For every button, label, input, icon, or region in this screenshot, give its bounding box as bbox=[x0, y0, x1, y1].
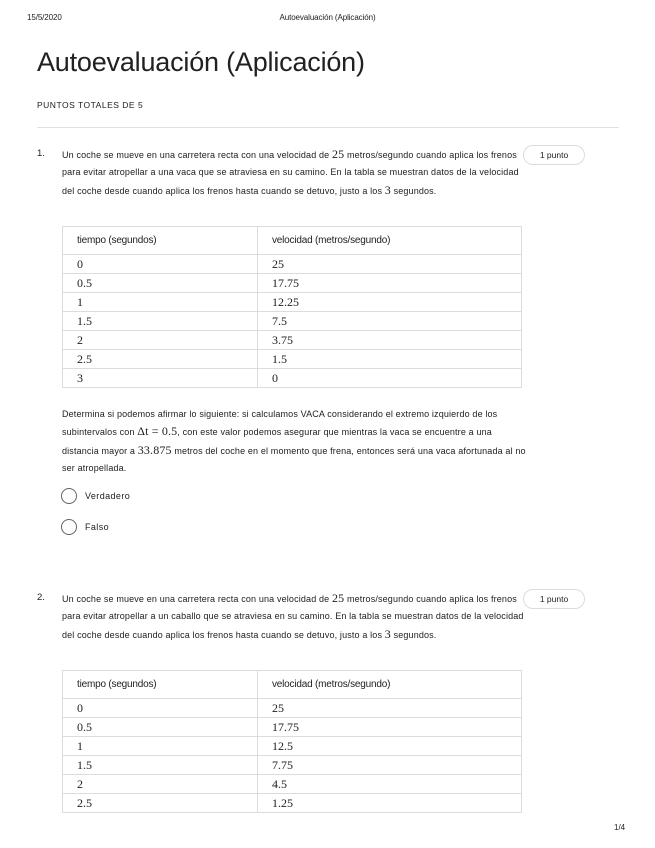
velocity-cell: 1.25 bbox=[258, 794, 522, 813]
radio-button[interactable] bbox=[61, 519, 77, 535]
question-number: 2. bbox=[37, 592, 45, 603]
table-row bbox=[63, 350, 522, 369]
table-row bbox=[63, 794, 522, 813]
velocity-cell: 3.75 bbox=[258, 331, 522, 350]
table-row bbox=[63, 775, 522, 794]
time-cell: 0.5 bbox=[63, 274, 258, 293]
time-cell: 2 bbox=[63, 331, 258, 350]
velocity-cell: 17.75 bbox=[258, 718, 522, 737]
option-falso[interactable] bbox=[61, 518, 109, 536]
time-cell: 0 bbox=[63, 699, 258, 718]
time-cell: 2.5 bbox=[63, 794, 258, 813]
table-header-velocity: velocidad (metros/segundo) bbox=[258, 227, 522, 255]
table-header-row bbox=[63, 671, 522, 699]
table-header-row bbox=[63, 227, 522, 255]
velocity-table bbox=[62, 670, 522, 813]
option-label: Verdadero bbox=[85, 491, 131, 501]
table-row bbox=[63, 293, 522, 312]
velocity-cell: 7.75 bbox=[258, 756, 522, 775]
option-verdadero[interactable] bbox=[61, 487, 130, 505]
velocity-table bbox=[62, 226, 522, 388]
velocity-cell: 25 bbox=[258, 699, 522, 718]
time-cell: 0.5 bbox=[63, 718, 258, 737]
header-divider bbox=[37, 127, 619, 128]
question-text: Un coche se mueve en una carretera recta con una velocidad de 25 metros/segundo cuando aplica los frenos para evitar atropellar a una vaca que se atraviesa en su camino. En la tabla se muestran datos de la velocidad del coche desde cuando aplica los frenos hasta cuando se detuvo, justo a los 3 segundos. bbox=[62, 147, 519, 197]
time-cell: 1 bbox=[63, 293, 258, 312]
table-row bbox=[63, 718, 522, 737]
page-number: 1/4 bbox=[614, 823, 626, 832]
velocity-cell: 12.5 bbox=[258, 737, 522, 756]
table-header-time: tiempo (segundos) bbox=[63, 671, 258, 699]
time-cell: 1 bbox=[63, 737, 258, 756]
velocity-cell: 12.25 bbox=[258, 293, 522, 312]
table-row bbox=[63, 699, 522, 718]
table-row bbox=[63, 756, 522, 775]
points-badge: 1 punto bbox=[523, 589, 585, 609]
table-row bbox=[63, 274, 522, 293]
print-date: 15/5/2020 bbox=[27, 13, 62, 22]
total-points-label: PUNTOS TOTALES DE 5 bbox=[37, 100, 144, 110]
question-text: Un coche se mueve en una carretera recta con una velocidad de 25 metros/segundo cuando aplica los frenos para evitar atropellar a un caballo que se atraviesa en su camino. En la tabla se muestran datos de la velocidad del coche desde cuando aplica los frenos hasta cuando se detuvo, justo a los 3 segundos. bbox=[62, 591, 524, 641]
table-row bbox=[63, 737, 522, 756]
velocity-cell: 4.5 bbox=[258, 775, 522, 794]
time-cell: 1.5 bbox=[63, 756, 258, 775]
table-row bbox=[63, 331, 522, 350]
table-row bbox=[63, 369, 522, 388]
velocity-cell: 7.5 bbox=[258, 312, 522, 331]
velocity-cell: 1.5 bbox=[258, 350, 522, 369]
page-title: Autoevaluación (Aplicación) bbox=[37, 47, 365, 77]
option-label: Falso bbox=[85, 522, 110, 532]
time-cell: 2 bbox=[63, 775, 258, 794]
table-row bbox=[63, 312, 522, 331]
velocity-cell: 25 bbox=[258, 255, 522, 274]
time-cell: 0 bbox=[63, 255, 258, 274]
print-header-title: Autoevaluación (Aplicación) bbox=[279, 13, 376, 22]
table-header-time: tiempo (segundos) bbox=[63, 227, 258, 255]
table-header-velocity: velocidad (metros/segundo) bbox=[258, 671, 522, 699]
radio-button[interactable] bbox=[61, 488, 77, 504]
table-row bbox=[63, 255, 522, 274]
points-badge: 1 punto bbox=[523, 145, 585, 165]
velocity-cell: 0 bbox=[258, 369, 522, 388]
question-prompt: Determina si podemos afirmar lo siguiente: si calculamos VACA considerando el extremo izquierdo de los subintervalos con Δt = 0.5, con este valor podemos asegurar que mientras la vaca se encuentre a una distancia mayor a 33.875 metros del coche en el momento que frena, entonces será una vaca afortunada al no ser atropellada. bbox=[62, 409, 526, 473]
time-cell: 1.5 bbox=[63, 312, 258, 331]
time-cell: 2.5 bbox=[63, 350, 258, 369]
velocity-cell: 17.75 bbox=[258, 274, 522, 293]
time-cell: 3 bbox=[63, 369, 258, 388]
question-number: 1. bbox=[37, 148, 45, 159]
